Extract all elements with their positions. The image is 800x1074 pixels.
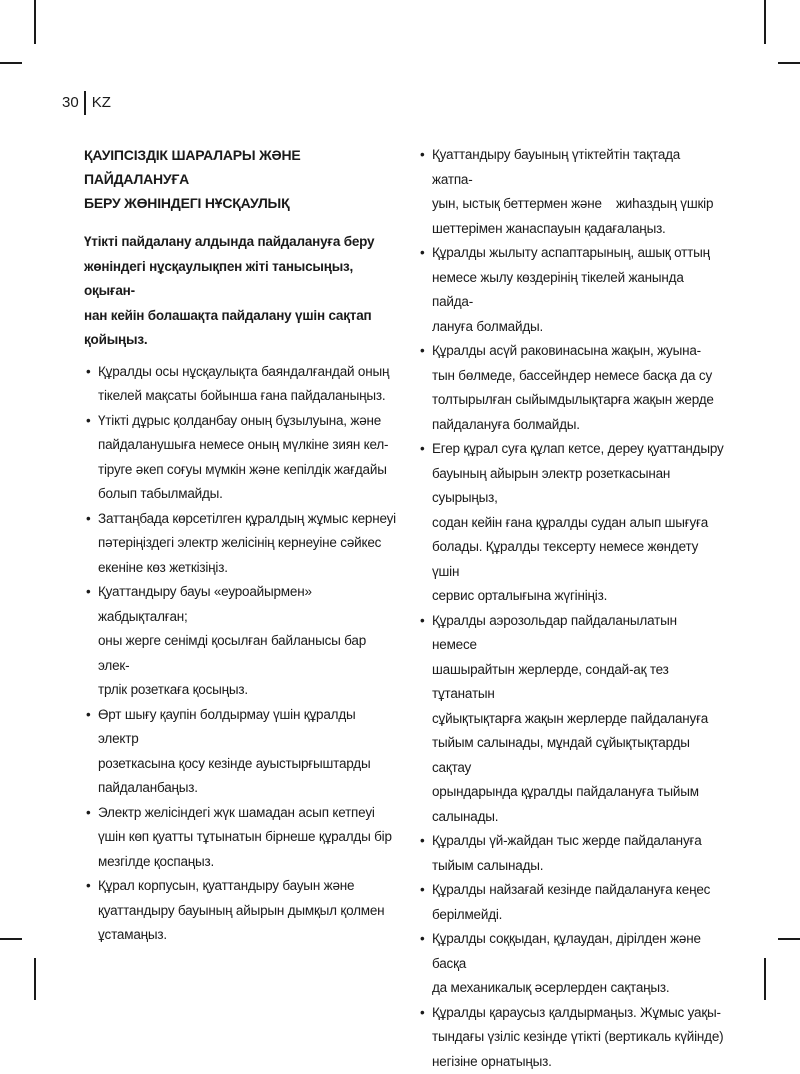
- list-item-line: немесе жылу көздерінің тікелей жанында пайда-: [432, 266, 724, 315]
- list-item: [418, 829, 724, 878]
- list-item-line: оны жерге сенімді қосылған байланысы бар элек-: [98, 629, 398, 678]
- bullet-icon: •: [86, 360, 94, 385]
- list-item-line: негізіне орнатыңыз.: [432, 1050, 724, 1074]
- list-item-line: Заттаңбада көрсетілген құралдың жұмыс кернеуі: [98, 507, 398, 532]
- title-line: ҚАУІПСІЗДІК ШАРАЛАРЫ ЖӘНЕ ПАЙДАЛАНУҒА: [84, 143, 398, 191]
- list-item: [418, 609, 724, 830]
- title-line: БЕРУ ЖӨНІНДЕГІ НҰСҚАУЛЫҚ: [84, 191, 398, 215]
- bullet-icon: •: [420, 878, 428, 903]
- crop-mark: [0, 938, 22, 940]
- bullet-icon: •: [420, 829, 428, 854]
- list-item-line: Өрт шығу қаупін болдырмау үшін құралды электр: [98, 703, 398, 752]
- list-item-line: Құралды жылыту аспаптарының, ашық оттың: [432, 241, 724, 266]
- crop-mark: [764, 958, 766, 1000]
- intro-line: қойыңыз.: [84, 328, 398, 353]
- list-item-line: Электр желісіндегі жүк шамадан асып кетпеуі: [98, 801, 398, 826]
- list-item-line: Құралды найзағай кезінде пайдалануға кеңес: [432, 878, 724, 903]
- bullet-icon: •: [420, 143, 428, 168]
- bullet-icon: •: [420, 241, 428, 266]
- list-item-line: трлік розеткаға қосыңыз.: [98, 678, 398, 703]
- bullet-icon: •: [420, 1001, 428, 1026]
- list-item-line: да механикалық әсерлерден сақтаңыз.: [432, 976, 724, 1001]
- list-item-line: сервис орталығына жүгініңіз.: [432, 584, 724, 609]
- list-item-line: толтырылған сыйымдылықтарға жақын жерде: [432, 388, 724, 413]
- list-item: [84, 703, 398, 801]
- list-item: [418, 878, 724, 927]
- list-item: [418, 339, 724, 437]
- bullet-icon: •: [86, 801, 94, 826]
- list-item-line: Құралды қараусыз қалдырмаңыз. Жұмыс уақы-: [432, 1001, 724, 1026]
- intro-line: нан кейін болашақта пайдалану үшін сақтап: [84, 304, 398, 329]
- list-item-line: Құралды аэрозольдар пайдаланылатын немесе: [432, 609, 724, 658]
- list-item-line: пайдаланбаңыз.: [98, 776, 398, 801]
- list-item: [418, 143, 724, 241]
- list-item-line: тын бөлмеде, бассейндер немесе басқа да су: [432, 364, 724, 389]
- crop-mark: [0, 62, 22, 64]
- header-divider: [84, 91, 86, 115]
- list-item-line: тыйым салынады.: [432, 854, 724, 879]
- list-item-line: шеттерімен жанаспауын қадағалаңыз.: [432, 217, 724, 242]
- page-header: [62, 92, 111, 114]
- list-item-line: үшін көп қуатты тұтынатын бірнеше құралды бір: [98, 825, 398, 850]
- left-column: [84, 143, 398, 948]
- list-item-line: сұйықтықтарға жақын жерлерде пайдалануға: [432, 707, 724, 732]
- list-item: [84, 409, 398, 507]
- list-item-line: болады. Құралды тексерту немесе жөндету үшін: [432, 535, 724, 584]
- crop-mark: [778, 62, 800, 64]
- list-item-line: Құралды осы нұсқаулықта баяндалғандай оның: [98, 360, 398, 385]
- bullet-icon: •: [86, 409, 94, 434]
- intro-line: Үтікті пайдалану алдында пайдалануға беру: [84, 230, 398, 255]
- list-item: [418, 1001, 724, 1074]
- list-item-line: салынады.: [432, 805, 724, 830]
- crop-mark: [34, 958, 36, 1000]
- bullet-icon: •: [86, 874, 94, 899]
- list-item-line: пайдалануға болмайды.: [432, 413, 724, 438]
- list-item-line: Құралды үй-жайдан тыс жерде пайдалануға: [432, 829, 724, 854]
- list-item-line: мезгілде қоспаңыз.: [98, 850, 398, 875]
- list-item: [84, 507, 398, 581]
- list-item-line: пайдаланушыға немесе оның мүлкіне зиян кел-: [98, 433, 398, 458]
- list-item-line: ұстамаңыз.: [98, 923, 398, 948]
- bullet-icon: •: [86, 507, 94, 532]
- list-item: [418, 927, 724, 1001]
- crop-mark: [778, 938, 800, 940]
- page-number: 30: [62, 93, 79, 113]
- list-item: [84, 874, 398, 948]
- crop-mark: [764, 0, 766, 44]
- list-item: [84, 801, 398, 875]
- list-item-line: тындағы үзіліс кезінде үтікті (вертикаль күйінде): [432, 1025, 724, 1050]
- list-item-line: орындарында құралды пайдалануға тыйым: [432, 780, 724, 805]
- list-item-line: Құрал корпусын, қуаттандыру бауын және: [98, 874, 398, 899]
- list-item-line: берілмейді.: [432, 903, 724, 928]
- list-item: [418, 241, 724, 339]
- list-item-line: розеткасына қосу кезінде ауыстырғыштарды: [98, 752, 398, 777]
- list-item-line: Құралды асүй раковинасына жақын, жуына-: [432, 339, 724, 364]
- bullet-icon: •: [86, 580, 94, 605]
- list-item-line: Үтікті дұрыс қолданбау оның бұзылуына, және: [98, 409, 398, 434]
- list-item-line: бауының айырын электр розеткасынан суырыңыз,: [432, 462, 724, 511]
- list-item-line: қуаттандыру бауының айырын дымқыл қолмен: [98, 899, 398, 924]
- safety-list-right: [418, 143, 724, 1074]
- intro-line: жөніндегі нұсқаулықпен жіті танысыңыз, оқыған-: [84, 255, 398, 304]
- list-item-line: тыйым салынады, мұндай сұйықтықтарды сақтау: [432, 731, 724, 780]
- list-item-line: лануға болмайды.: [432, 315, 724, 340]
- list-item-line: шашырайтын жерлерде, сондай-ақ тез тұтанатын: [432, 658, 724, 707]
- list-item-line: уын, ыстық беттермен және жиһаздың үшкір: [432, 192, 724, 217]
- language-code: KZ: [92, 93, 111, 113]
- list-item-line: екеніне көз жеткізіңіз.: [98, 556, 398, 581]
- safety-list-left: [84, 360, 398, 948]
- right-column: [418, 143, 724, 1074]
- list-item-line: Қуаттандыру бауының үтіктейтін тақтада жатпа-: [432, 143, 724, 192]
- section-title: [84, 143, 398, 215]
- list-item-line: болып табылмайды.: [98, 482, 398, 507]
- list-item-line: содан кейін ғана құралды судан алып шығуға: [432, 511, 724, 536]
- intro-paragraph: [84, 230, 398, 353]
- crop-mark: [34, 0, 36, 44]
- list-item-line: Егер құрал суға құлап кетсе, дереу қуаттандыру: [432, 437, 724, 462]
- list-item: [418, 437, 724, 609]
- bullet-icon: •: [420, 437, 428, 462]
- list-item-line: тікелей мақсаты бойынша ғана пайдаланыңыз.: [98, 384, 398, 409]
- list-item: [84, 360, 398, 409]
- bullet-icon: •: [420, 927, 428, 952]
- bullet-icon: •: [86, 703, 94, 728]
- list-item-line: тіруге әкеп соғуы мүмкін және кепілдік жағдайы: [98, 458, 398, 483]
- list-item-line: Құралды соққыдан, құлаудан, дірілден және басқа: [432, 927, 724, 976]
- list-item-line: пәтеріңіздегі электр желісінің кернеуіне сәйкес: [98, 531, 398, 556]
- bullet-icon: •: [420, 609, 428, 634]
- list-item-line: Қуаттандыру бауы «еуроайырмен» жабдықталған;: [98, 580, 398, 629]
- bullet-icon: •: [420, 339, 428, 364]
- list-item: [84, 580, 398, 703]
